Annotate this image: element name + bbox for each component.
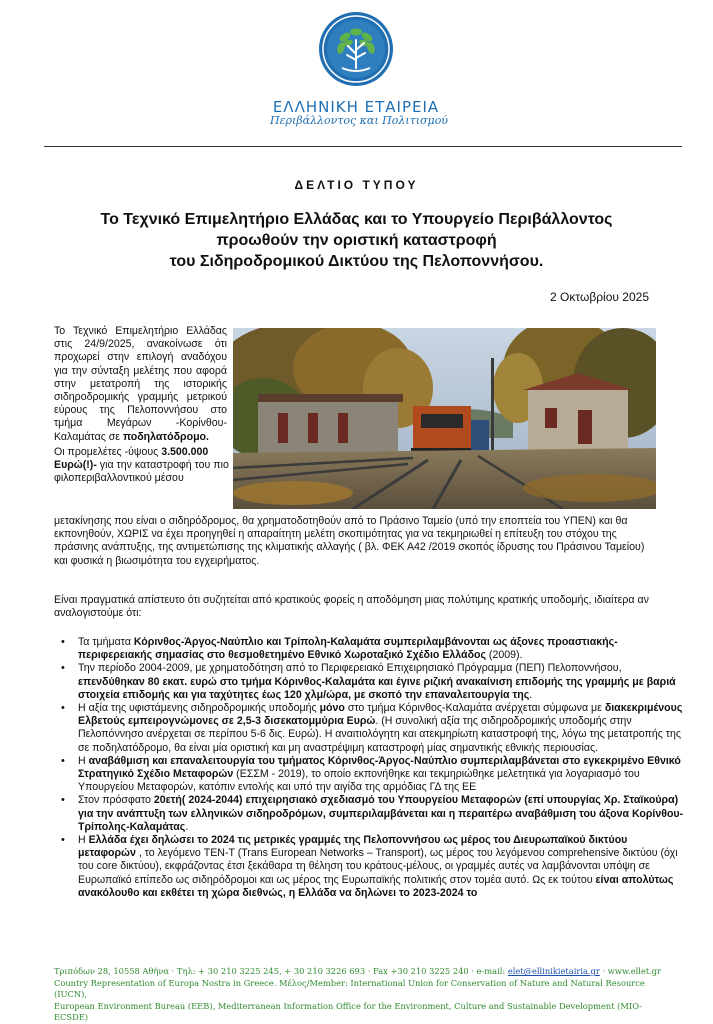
text-span: . (Η συνολική αξία της σιδηροδρομικής υποδομής στην Πελοπόννησο ανέρχεται σε περίπου 5-6 δις. Ευρώ). Η αναιτιολόγητη και ατεκμηρίωτη καταστροφή της, λόγω της μετατροπής της σε ποδηλατόδρομο, θα είναι μία οριστική και μη αναστρέψιμη καταστροφή μίας σημαντικής εθνικής περιουσίας.	[78, 715, 681, 754]
press-release-label: ΔΕΛΤΙΟ ΤΥΠΟΥ	[294, 178, 419, 192]
list-item	[78, 755, 688, 795]
text-span: .	[185, 820, 189, 833]
text-span: (2009).	[485, 649, 523, 662]
facts-list	[54, 636, 688, 900]
text-span: Η	[78, 754, 89, 767]
footer-email-link[interactable]: elet@ellinikietairia.gr	[507, 966, 600, 976]
cost-paragraph	[54, 446, 229, 486]
text-span: Η αξία της υφιστάμενης σιδηροδρομικής υποδομής	[78, 702, 320, 715]
footer-website: · www.ellet.gr	[599, 966, 662, 976]
intro-paragraph	[54, 325, 227, 444]
bold-text: ποδηλατόδρομο.	[122, 430, 209, 443]
list-item	[78, 662, 688, 702]
list-item	[78, 794, 688, 834]
text-span: .	[529, 688, 533, 701]
footer-address: Τριπόδων 28, 10558 Αθήνα · Τηλ: + 30 210 3225 245, + 30 210 3226 693 · Fax +30 210 3225 240 · e-mail:	[54, 966, 508, 976]
text-span: Το Τεχνικό Επιμελητήριο Ελλάδας στις 24/9/2025, ανακοίνωσε ότι προχωρεί στην επιλογή αναδόχου για την σύνταξη μελέτης που αφορά στην μετατροπή της ιστορικής σιδηροδρομικής γραμμής μετρικού εύρους της Πελοποννήσου στο τμήμα Μεγάρων -Κορίνθου-Καλαμάτας σε	[54, 325, 227, 443]
cost-paragraph-continued: μετακίνησης που είναι ο σιδηρόδρομος, θα χρηματοδοτηθούν από το Πράσινο Ταμείο (υπό την εποπτεία του ΥΠΕΝ) και θα εκπονηθούν, ΧΩΡΙΣ να έχει προηγηθεί η απαραίτητη μελέτη σκοπιμότητας για να τεκμηριωθεί η επίτευξη του στόχου της πράσινης ανάπτυξης, της αντιμετώπισης της κλιματικής αλλαγής ( βλ. ΦΕΚ Α42 /2019 σκοπός ίδρυσης του Πράσινου Ταμείου) και φυσικά η βιωσιμότητα του εγχειρήματος.	[54, 515, 645, 567]
lead-paragraph: Είναι πραγματικά απίστευτο ότι συζητείται από κρατικούς φορείς η αποδόμηση μιας πολύτιμης κρατικής υποδομής, ιδιαίτερα αν αναλογιστούμε ότι:	[54, 594, 649, 620]
bold-text: διακεκριμένους Ελβετούς εμπειρογνώμονες σε 2,5-3 δισεκατομμύρια Ευρώ	[78, 702, 683, 728]
text-span: Οι προμελέτες -ύψους	[54, 446, 162, 458]
bold-text: 20ετή( 2024-2044) επιχειρησιακό σχεδιασμό του Υπουργείου Μεταφορών (επί υπουργίας Χρ. Σταϊκούρα) για την ανάπτυξη των ελληνικών σιδηροδρόμων, συμπεριλαμβάνεται και η περαιτέρω αναβάθμιση του άξονα Κορίνθου-Τρίπολης-Καλαμάτας	[78, 794, 684, 833]
header-divider	[44, 146, 682, 147]
document-date: 2 Οκτωβρίου 2025	[550, 290, 649, 304]
text-span: Η	[78, 834, 89, 847]
text-span: Στον πρόσφατο	[78, 794, 154, 807]
bold-text: Κόρινθος-Άργος-Ναύπλιο και Τρίπολη-Καλαμάτα συμπεριλαμβάνονται ως άξονες προαστιακής-περιφερειακής σημασίας στο θεσμοθετημένο Εθνικό Χωροταξικό Σχέδιο Ελλάδος	[78, 636, 618, 662]
list-item	[78, 834, 688, 900]
footer-membership-line: European Environment Bureau (EEB), Mediterranean Information Office for the Environment, Culture and Sustainable Development (MIO-ECSDE)	[54, 1000, 643, 1022]
bold-text: είναι απολύτως ανακόλουθο και εκθέτει τη χώρα διεθνώς, η Ελλάδα να δηλώνει το 2023-2024 το	[78, 873, 674, 899]
title-line: Το Τεχνικό Επιμελητήριο Ελλάδας και το Υπουργείο Περιβάλλοντος	[100, 211, 613, 228]
text-span: (ΕΣΣΜ - 2019), το οποίο εκπονήθηκε και τεκμηριώθηκε μελετητικά για λογαριασμό του Υπουργείου Μεταφορών, κατόπιν εντολής και υπό την αιγίδα της αρμόδιας ΓΔ της ΕΕ	[78, 768, 640, 794]
text-span: Την περίοδο 2004-2009, με χρηματοδότηση από το Περιφερειακό Επιχειρησιακό Πρόγραμμα (ΠΕΠ) Πελοποννήσου,	[78, 662, 622, 675]
footer-contact-line	[54, 966, 664, 978]
text-span: , το λεγόμενο TEN-T (Trans European Networks – Transport), ως μέρος του λεγόμενου comprehensive δικτύου (όχι του core δικτύου), εκφράζοντας έτσι ξεκάθαρα τη θέληση του κράτους-μέλους, οι γραμμές αυτές να λαμβάνονται υπόψη σε Ευρωπαϊκό επίπεδο ως σιδηρόδρομοι και ως μέρος της Ευρωπαϊκής πολιτικής στον τομέα αυτό. Ως εκ τούτου	[78, 847, 678, 886]
document-title	[50, 209, 663, 272]
bold-text: μόνο	[319, 702, 345, 715]
title-line: προωθούν την οριστική καταστροφή	[216, 232, 497, 249]
bold-text: επενδύθηκαν 80 εκατ. ευρώ στο τμήμα Κόρινθος-Καλαμάτα και έγινε ριζική ανακαίνιση επιδομής της γραμμής με βαριά στοιχεία επιδομής και για ταχύτητες έως 120 χλμ/ώρα, με σκοπό την επαναλειτουργία της	[78, 675, 676, 701]
railway-station-photo	[233, 328, 656, 509]
text-span: Τα τμήματα	[78, 636, 134, 648]
list-item	[78, 636, 688, 662]
list-item	[78, 702, 688, 755]
org-subtitle: Περιβάλλοντος και Πολιτισμού	[270, 114, 448, 127]
footer-membership-line: Country Representation of Europa Nostra in Greece. Μέλος/Member: International Union for Conservation of Nature and Natural Resource (IUCN),	[54, 977, 645, 999]
footer	[54, 966, 664, 1024]
text-span: στο τμήμα Κόρινθος-Καλαμάτα ανέρχεται σύμφωνα με	[344, 702, 605, 715]
text-span: για την καταστροφή του πιο φιλοπεριβαλλοντικού μέσου	[54, 459, 229, 485]
title-line: του Σιδηροδρομικού Δικτύου της Πελοποννήσου.	[169, 253, 544, 270]
bold-text: 3.500.000 Ευρώ(!)-	[54, 446, 209, 472]
tree-seal-icon	[317, 10, 395, 88]
org-logo	[270, 10, 448, 138]
org-name: ΕΛΛΗΝΙΚΗ ΕΤΑΙΡΕΙΑ	[272, 98, 440, 116]
bold-text: αναβάθμιση και επαναλειτουργία του τμήματος Κόρινθος-Άργος-Ναύπλιο συμπεριλαμβάνεται στο εγκεκριμένο Εθνικό Στρατηγικό Σχέδιο Μεταφορών	[78, 754, 681, 781]
bold-text: Ελλάδα έχει δηλώσει το 2024 τις μετρικές γραμμές της Πελοποννήσου ως μέρος του Διευρωπαϊκού δικτύου μεταφορών	[78, 834, 628, 860]
